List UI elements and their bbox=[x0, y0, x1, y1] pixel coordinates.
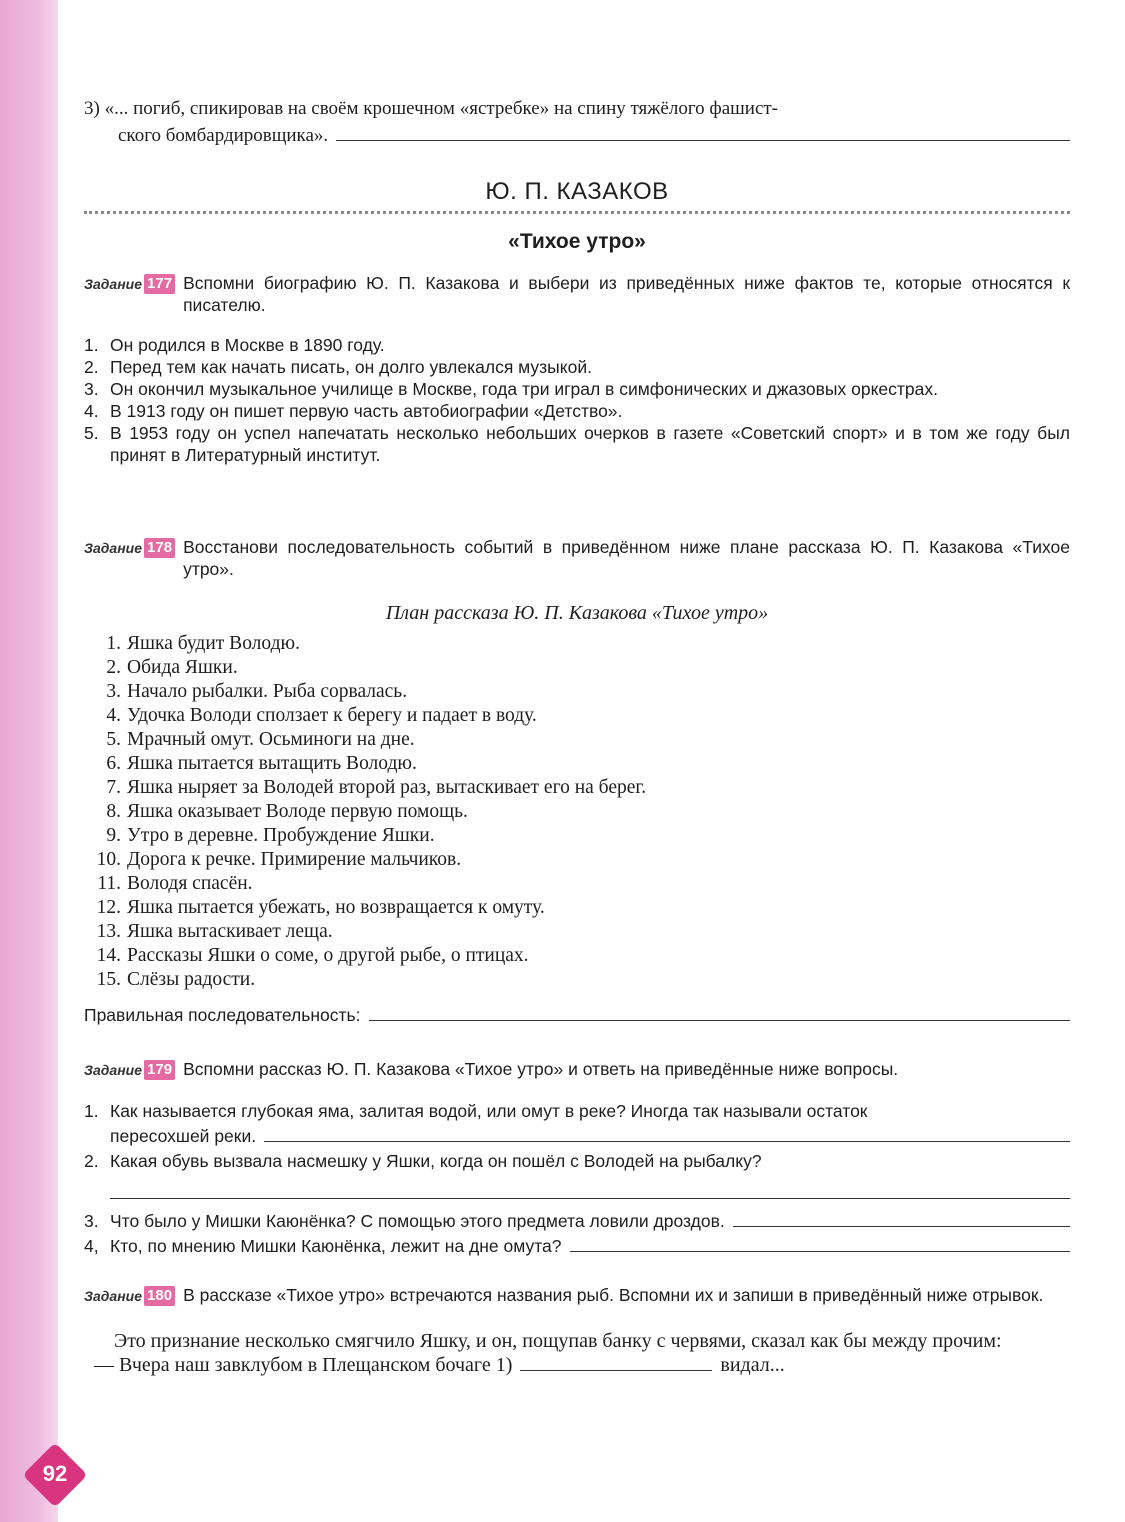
plan-item: 11. Володя спасён. bbox=[97, 873, 253, 894]
task-number-badge: 178 bbox=[144, 538, 175, 558]
page-margin-strip bbox=[0, 0, 58, 1522]
task-177-text: Вспомни биографию Ю. П. Казакова и выбери из приведённых ниже фактов те, которые относятся к писателю. bbox=[183, 273, 1070, 315]
question-text: Что было у Мишки Каюнёнка? С помощью этого предмета ловили дроздов. bbox=[110, 1211, 725, 1231]
plan-item: 14. Рассказы Яшки о соме, о другой рыбе, о птицах. bbox=[96, 945, 529, 966]
task-180 bbox=[84, 1284, 1070, 1377]
task-177 bbox=[84, 272, 1070, 466]
story-excerpt bbox=[84, 1329, 1070, 1377]
answer-line[interactable] bbox=[369, 1006, 1070, 1021]
plan-item: 5. Мрачный омут. Осьминоги на дне. bbox=[106, 729, 415, 750]
plan-item: 1. Яшка будит Володю. bbox=[106, 633, 300, 654]
page-number: 92 bbox=[42, 1461, 68, 1486]
task-179-questions bbox=[84, 1099, 1070, 1259]
question-text: пересохшей реки. bbox=[110, 1126, 257, 1146]
question-item: 3. Что было у Мишки Каюнёнка? С помощью этого предмета ловили дроздов. bbox=[84, 1209, 1070, 1234]
question-item: 4, Кто, по мнению Мишки Каюнёнка, лежит на дне омута? bbox=[84, 1234, 1070, 1259]
answer-line[interactable] bbox=[570, 1237, 1070, 1252]
sequence-answer-label: Правильная последовательность: bbox=[84, 1005, 361, 1025]
answer-line[interactable] bbox=[264, 1127, 1070, 1142]
excerpt-dialog-start: — Вчера наш завклубом в Плещанском бочаге 1) bbox=[94, 1354, 513, 1376]
plan-title: План рассказа Ю. П. Казакова «Тихое утро» bbox=[385, 602, 769, 624]
list-item: 2. Перед тем как начать писать, он долго увлекался музыкой. bbox=[84, 357, 592, 377]
task-number-badge: 177 bbox=[144, 274, 175, 294]
answer-line[interactable] bbox=[733, 1212, 1070, 1227]
question-text: Как называется глубокая яма, залитая водой, или омут в реке? Иногда так называли остаток bbox=[110, 1101, 868, 1121]
exercise-3-line-1: 3) «... погиб, спикировав на своём крошечном «ястребке» на спину тяжёлого фашист- bbox=[84, 98, 779, 119]
exercise-3-text: ского бомбардировщика». bbox=[118, 125, 329, 146]
excerpt-dialog-line bbox=[84, 1353, 1070, 1377]
exercise-3 bbox=[84, 95, 1070, 149]
task-178 bbox=[84, 536, 1070, 1026]
question-text: Кто, по мнению Мишки Каюнёнка, лежит на дне омута? bbox=[110, 1236, 562, 1256]
task-label bbox=[84, 1059, 175, 1081]
plan-item: 13. Яшка вытаскивает леща. bbox=[96, 921, 333, 942]
task-177-head bbox=[84, 272, 1070, 316]
plan-item: 10. Дорога к речке. Примирение мальчиков. bbox=[96, 849, 462, 870]
task-label bbox=[84, 1285, 175, 1307]
task-label-word: Задание bbox=[84, 276, 143, 292]
fish-name-blank[interactable] bbox=[520, 1354, 712, 1371]
author-heading: Ю. П. КАЗАКОВ bbox=[485, 178, 669, 205]
plan-item: 3. Начало рыбалки. Рыба сорвалась. bbox=[106, 681, 408, 702]
plan-item: 12. Яшка пытается убежать, но возвращается к омуту. bbox=[96, 897, 545, 918]
plan-item: 15. Слёзы радости. bbox=[96, 969, 256, 990]
list-item: 3. Он окончил музыкальное училище в Москве, года три играл в симфонических и джазовых оркестрах. bbox=[84, 379, 939, 399]
task-label-word: Задание bbox=[84, 540, 143, 556]
question-text: Какая обувь вызвала насмешку у Яшки, когда он пошёл с Володей на рыбалку? bbox=[110, 1151, 762, 1171]
list-item: 1. Он родился в Москве в 1890 году. bbox=[84, 335, 385, 355]
task-number-badge: 179 bbox=[144, 1060, 175, 1080]
plan-item: 9. Утро в деревне. Пробуждение Яшки. bbox=[106, 825, 435, 846]
task-179-text: Вспомни рассказ Ю. П. Казакова «Тихое утро» и ответь на приведённые ниже вопросы. bbox=[183, 1059, 899, 1079]
plan-item: 8. Яшка оказывает Володе первую помощь. bbox=[106, 801, 468, 822]
task-label-word: Задание bbox=[84, 1288, 143, 1304]
plan-list bbox=[84, 632, 1070, 992]
plan-item: 6. Яшка пытается вытащить Володю. bbox=[106, 753, 417, 774]
page-number-badge bbox=[28, 1448, 82, 1502]
sequence-answer-row bbox=[84, 1004, 1070, 1026]
answer-line[interactable] bbox=[336, 126, 1070, 141]
task-label-word: Задание bbox=[84, 1062, 143, 1078]
dotted-divider bbox=[84, 211, 1070, 214]
story-title: «Тихое утро» bbox=[508, 230, 646, 253]
task-178-head bbox=[84, 536, 1070, 580]
task-177-list bbox=[84, 334, 1070, 466]
plan-item: 2. Обида Яшки. bbox=[106, 657, 238, 678]
task-label bbox=[84, 537, 175, 559]
question-item: 2. Какая обувь вызвала насмешку у Яшки, когда он пошёл с Володей на рыбалку? bbox=[84, 1149, 1070, 1174]
task-180-text: В рассказе «Тихое утро» встречаются названия рыб. Вспомни их и запиши в приведённый ниже отрывок. bbox=[183, 1285, 1044, 1305]
list-item: 5. В 1953 году он успел напечатать несколько небольших очерков в газете «Советский спорт» и в том же году был принят в Литературный институт. bbox=[84, 423, 1070, 465]
plan-item: 4. Удочка Володи сползает к берегу и падает в воду. bbox=[106, 705, 537, 726]
task-180-head bbox=[84, 1284, 1070, 1307]
excerpt-paragraph: Это признание несколько смягчило Яшку, и он, пощупав банку с червями, сказал как бы между прочим: bbox=[114, 1330, 1002, 1352]
plan-item: 7. Яшка ныряет за Володей второй раз, вытаскивает его на берег. bbox=[106, 777, 647, 798]
task-179 bbox=[84, 1058, 1070, 1259]
answer-line[interactable] bbox=[110, 1174, 1070, 1199]
question-item: 1. Как называется глубокая яма, залитая водой, или омут в реке? Иногда так называли остаток пересохшей реки. bbox=[84, 1099, 1070, 1149]
excerpt-dialog-end: видал... bbox=[720, 1354, 785, 1376]
exercise-3-line-2 bbox=[84, 122, 1070, 149]
list-item: 4. В 1913 году он пишет первую часть автобиографии «Детство». bbox=[84, 401, 623, 421]
task-178-text: Восстанови последовательность событий в приведённом ниже плане рассказа Ю. П. Казакова «Тихое утро». bbox=[183, 537, 1070, 579]
task-179-head bbox=[84, 1058, 1070, 1081]
task-number-badge: 180 bbox=[144, 1286, 175, 1306]
task-label bbox=[84, 273, 175, 295]
